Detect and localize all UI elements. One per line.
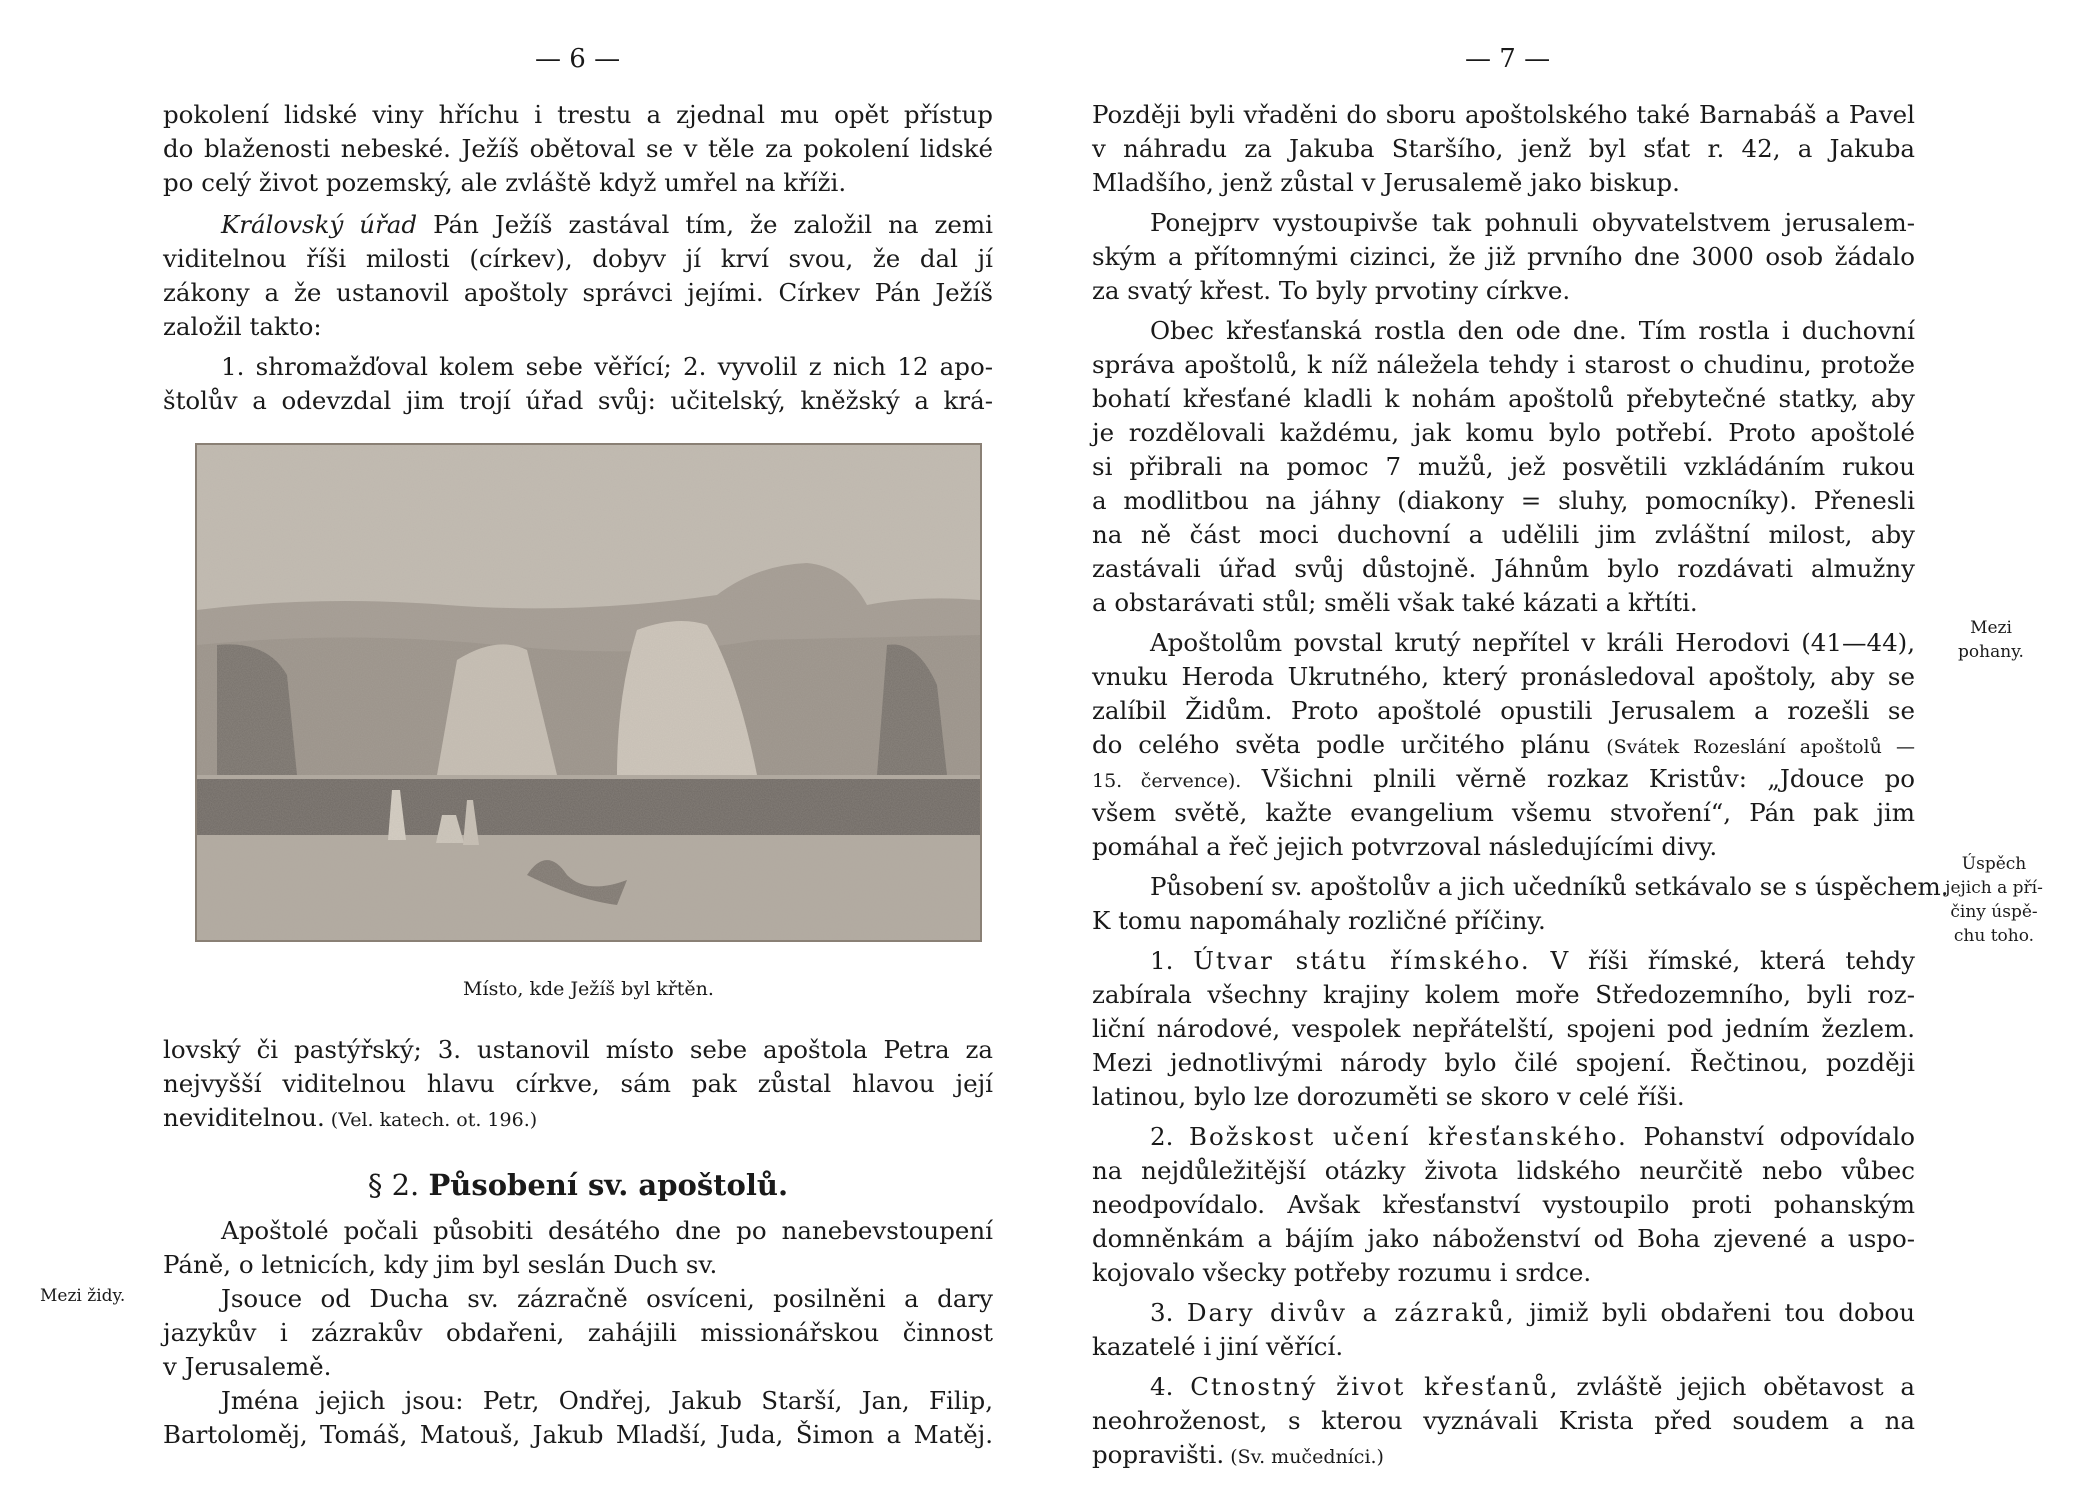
- text-line: je rozdělovali každému, jak komu bylo potřebí. Proto apoštolé: [1092, 418, 1915, 447]
- text-line: do blaženosti nebeské. Ježíš obětoval se v těle za pokolení lidské: [163, 134, 993, 163]
- paragraph-redemption: [163, 98, 993, 200]
- text-span: neviditelnou.: [163, 1103, 325, 1132]
- text-span: popravišti.: [1092, 1440, 1225, 1469]
- paragraph-peter-head: [163, 1033, 993, 1135]
- emphasized-term: Dary divův a zázraků,: [1186, 1298, 1516, 1327]
- paragraph-church-founding: [163, 350, 993, 418]
- italic-term: Královský úřad: [221, 210, 418, 239]
- text-line: Bartoloměj, Tomáš, Matouš, Jakub Mladší, Juda, Šimon a Matěj.: [163, 1420, 993, 1449]
- text-line: [1092, 1120, 1915, 1154]
- text-line: pomáhal a řeč jejich potvrzoval následujícími divy.: [1092, 832, 1718, 861]
- text-line: Apoštolům povstal krutý nepřítel v králi Herodovi (41—44),: [1150, 628, 1915, 657]
- margin-note-line: pohany.: [1958, 642, 2024, 662]
- text-line: Později byli vřaděni do sboru apoštolského také Barnabáš a Pavel: [1092, 100, 1915, 129]
- baptism-site-illustration: [195, 443, 982, 942]
- text-line: založil takto:: [163, 312, 322, 341]
- emphasized-term: Ctnostný život křesťanů,: [1190, 1372, 1560, 1401]
- text-line: kojovalo všecky potřeby rozumu i srdce.: [1092, 1258, 1592, 1287]
- section-title: Působení sv. apoštolů.: [428, 1168, 789, 1202]
- text-line: na ně část moci duchovní a udělili jim zvláštní milost, aby: [1092, 520, 1915, 549]
- text-line: zákony a že ustanovil apoštoly správci jejími. Církev Pán Ježíš: [163, 278, 993, 307]
- margin-note-line: činy úspě-: [1950, 902, 2038, 922]
- feast-reference-date: 15. července).: [1092, 770, 1242, 792]
- text-line: Apoštolé počali působiti desátého dne po nanebevstoupení: [221, 1216, 993, 1245]
- right-body-column: [1092, 98, 1949, 1472]
- text-line: lovský či pastýřský; 3. ustanovil místo sebe apoštola Petra za: [163, 1035, 993, 1064]
- text-line: Obec křesťanská rostla den ode dne. Tím rostla i duchovní: [1150, 316, 1915, 345]
- right-page: [1041, 0, 2082, 1500]
- landscape-engraving-icon: [197, 445, 980, 940]
- text-line: nejvyšší viditelnou hlavu církve, sám pak zůstal hlavou její: [163, 1069, 993, 1098]
- text-line: [163, 1101, 993, 1135]
- page-number: — 7 —: [1465, 44, 1551, 74]
- paragraph-royal-office: [163, 208, 993, 344]
- text-line: K tomu napomáhaly rozličné příčiny.: [1092, 906, 1546, 935]
- margin-note-line: Mezi: [1970, 618, 2012, 638]
- figure-caption: Místo, kde Ježíš byl křtěn.: [463, 978, 714, 1000]
- margin-note-line: jejich a pří-: [1945, 878, 2043, 898]
- emphasized-term: Útvar státu římského.: [1193, 946, 1531, 975]
- text-line: a modlitbou na jáhny (diakony = sluhy, pomocníky). Přenesli: [1092, 486, 1915, 515]
- text-span: do celého světa podle určitého plánu: [1092, 730, 1607, 759]
- text-line: v Jerusalemě.: [163, 1352, 332, 1381]
- text-line: Působení sv. apoštolův a jich učedníků setkávalo se s úspěchem.: [1150, 872, 1949, 901]
- paragraph-pentecost: [163, 1214, 993, 1452]
- emphasized-term: Božskost učení křesťanského.: [1189, 1122, 1628, 1151]
- text-line: [1092, 1438, 1915, 1472]
- text-line: kazatelé i jiní věřící.: [1092, 1332, 1344, 1361]
- text-line: neohroženost, s kterou vyznávali Krista před soudem a na: [1092, 1406, 1915, 1435]
- text-line: [1092, 1296, 1915, 1330]
- catechism-reference: (Vel. katech. ot. 196.): [324, 1109, 538, 1131]
- margin-note-success: [1939, 852, 2049, 948]
- text-line: [1092, 1370, 1915, 1404]
- text-line: Jsouce od Ducha sv. zázračně osvíceni, posilněni a dary: [221, 1284, 993, 1313]
- text-line: neodpovídalo. Avšak křesťanství vystoupilo proti pohanským: [1092, 1190, 1915, 1219]
- text-line: [1092, 762, 1915, 796]
- text-line: viditelnou říši milosti (církev), dobyv jí krví svou, že dal jí: [163, 244, 993, 273]
- list-number: 3.: [1150, 1298, 1187, 1327]
- text-line: liční národové, vespolek nepřátelští, spojeni pod jedním žezlem.: [1092, 1014, 1915, 1043]
- text-line: Páně, o letnicích, kdy jim byl seslán Duch sv.: [163, 1250, 718, 1279]
- section-number: § 2.: [367, 1168, 429, 1202]
- text-span: Všichni plnili věrně rozkaz Kristův: „Jdouce po: [1241, 764, 1916, 793]
- text-line: latinou, bylo lze dorozuměti se skoro v celé říši.: [1092, 1082, 1685, 1111]
- text-span: V říši římské, která tehdy: [1530, 946, 1915, 975]
- martyrs-reference: (Sv. mučedníci.): [1224, 1446, 1384, 1468]
- text-line: štolův a odevzdal jim trojí úřad svůj: učitelský, kněžský a krá-: [163, 386, 993, 415]
- text-line: vnuku Heroda Ukrutného, který pronásledoval apoštoly, aby se: [1092, 662, 1915, 691]
- text-span: jimiž byli obdařeni tou dobou: [1515, 1298, 1915, 1327]
- text-line: a obstarávati stůl; směli však také kázati a křtíti.: [1092, 588, 1698, 617]
- text-line: v náhradu za Jakuba Staršího, jenž byl sťat r. 42, a Jakuba: [1092, 134, 1915, 163]
- text-line: za svatý křest. To byly prvotiny církve.: [1092, 276, 1571, 305]
- text-line: zastávali úřad svůj důstojně. Jáhnům bylo rozdávati almužny: [1092, 554, 1915, 583]
- text-line: 1. shromažďoval kolem sebe věřící; 2. vyvolil z nich 12 apo-: [221, 352, 993, 381]
- text-line: zalíbil Židům. Proto apoštolé opustili Jerusalem a rozešli se: [1092, 696, 1915, 725]
- text-line: po celý život pozemský, ale zvláště když umřel na kříži.: [163, 168, 847, 197]
- text-line: [1092, 728, 1915, 762]
- text-line: ským a přítomnými cizinci, že již prvního dne 3000 osob žádalo: [1092, 242, 1915, 271]
- list-number: 4.: [1150, 1372, 1191, 1401]
- text-line: [163, 208, 993, 242]
- feast-reference: (Svátek Rozeslání apoštolů —: [1606, 736, 1915, 758]
- text-line: všem světě, kažte evangelium všemu stvoření“, Pán pak jim: [1092, 798, 1915, 827]
- text-line: Mezi jednotlivými národy bylo čilé spojení. Řečtinou, později: [1092, 1048, 1915, 1077]
- text-line: si přibrali na pomoc 7 mužů, jež posvětili vzkládáním rukou: [1092, 452, 1915, 481]
- text-line: [1092, 944, 1915, 978]
- list-number: 2.: [1150, 1122, 1190, 1151]
- list-number: 1.: [1150, 946, 1194, 975]
- section-heading: [163, 1168, 993, 1202]
- text-span: zvláště jejich obětavost a: [1559, 1372, 1916, 1401]
- margin-note-among-jews: Mezi židy.: [40, 1286, 126, 1306]
- text-line: jazykův i zázrakův obdařeni, zahájili missionářskou činnost: [163, 1318, 993, 1347]
- text-span: Pán Ježíš zastával tím, že založil na zemi: [417, 210, 993, 239]
- text-line: Jména jejich jsou: Petr, Ondřej, Jakub Starší, Jan, Filip,: [221, 1386, 993, 1415]
- text-line: domněnkám a bájím jako náboženství od Boha zjevené a uspo-: [1092, 1224, 1915, 1253]
- text-line: na nejdůležitější otázky života lidského neurčitě nebo vůbec: [1092, 1156, 1915, 1185]
- margin-note-line: chu toho.: [1953, 926, 2035, 946]
- text-line: pokolení lidské viny hříchu i trestu a zjednal mu opět přístup: [163, 100, 993, 129]
- margin-note-line: Úspěch: [1961, 854, 2027, 874]
- text-line: Mladšího, jenž zůstal v Jerusalemě jako biskup.: [1092, 168, 1680, 197]
- page-number: — 6 —: [535, 44, 621, 74]
- text-span: Pohanství odpovídalo: [1627, 1122, 1915, 1151]
- text-line: Ponejprv vystoupivše tak pohnuli obyvatelstvem jerusalem-: [1150, 208, 1915, 237]
- text-line: bohatí křesťané kladli k nohám apoštolů přebytečné statky, aby: [1092, 384, 1915, 413]
- margin-note-among-pagans: [1946, 616, 2036, 664]
- text-line: správa apoštolů, k níž náležela tehdy i starost o chudinu, protože: [1092, 350, 1915, 379]
- text-line: zabírala všechny krajiny kolem moře Středozemního, byli roz-: [1092, 980, 1915, 1009]
